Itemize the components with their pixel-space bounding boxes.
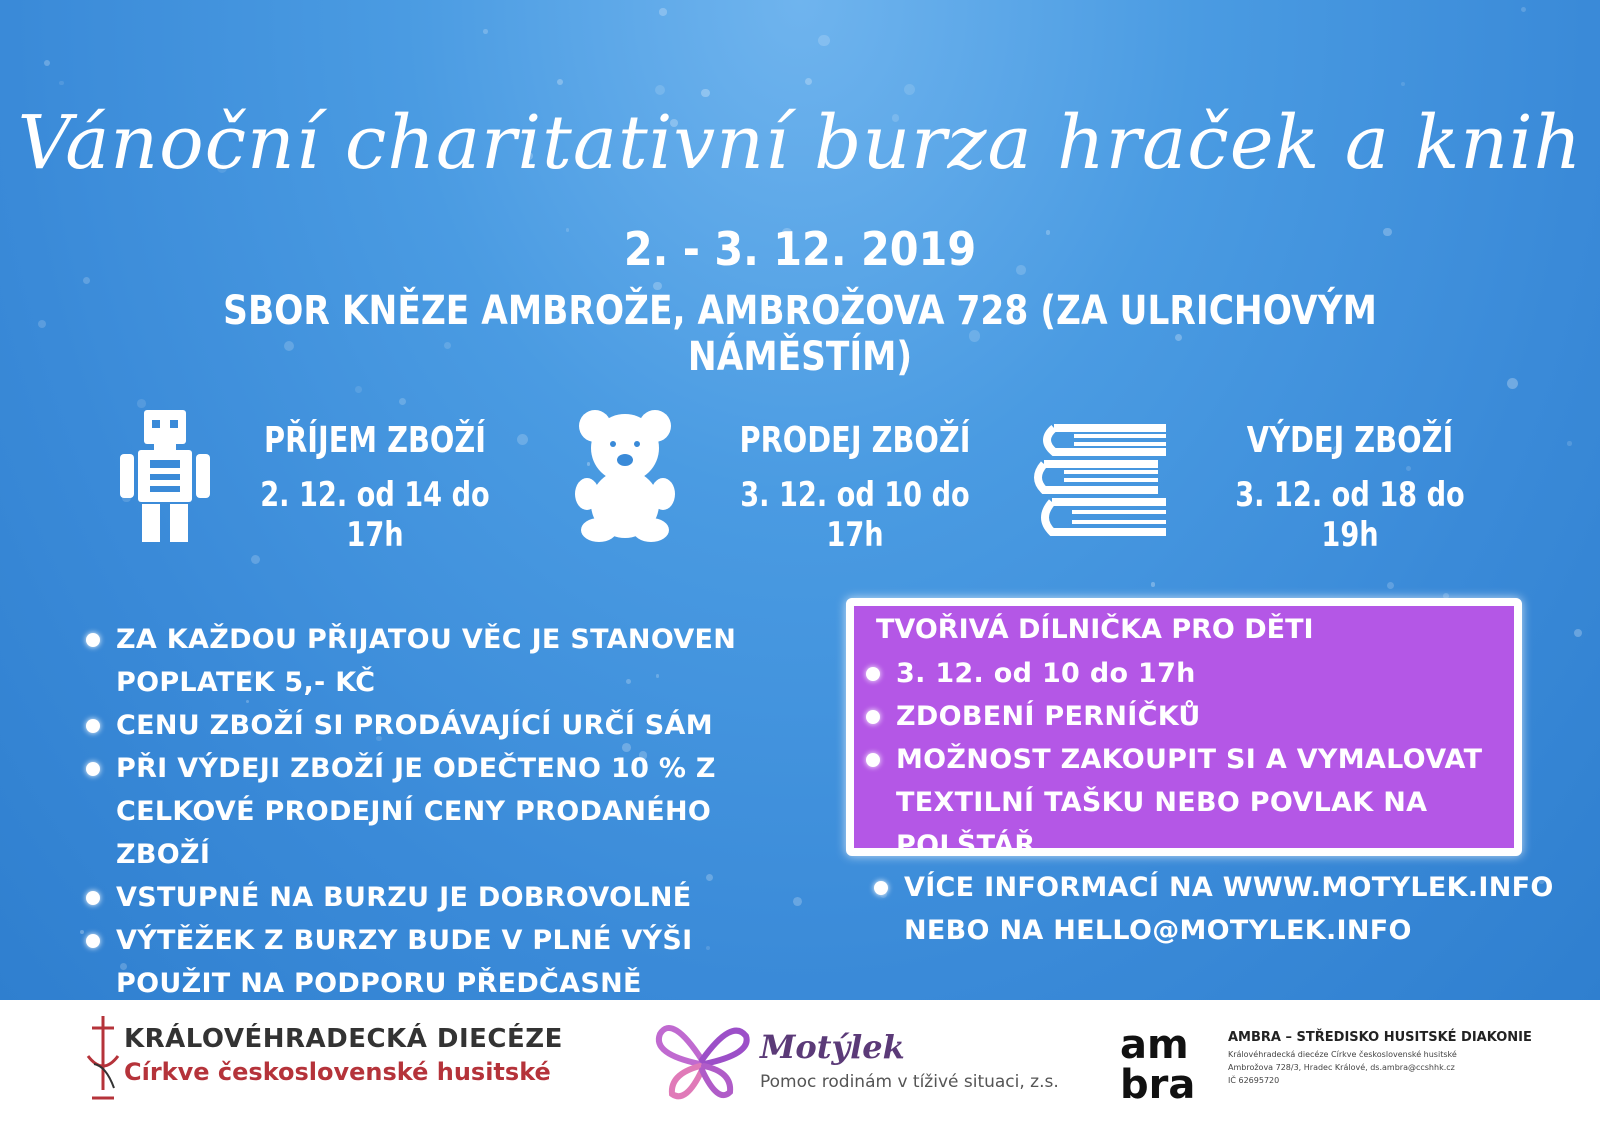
teddy-bear-icon: [575, 408, 675, 542]
snow-dot: [44, 60, 50, 66]
snow-dot: [59, 81, 64, 86]
snow-dot: [655, 85, 665, 95]
list-item: VSTUPNÉ NA BURZU JE DOBROVOLNÉ: [82, 876, 812, 919]
ambra-info-line: Královéhradecká diecéze Církve československé husitské: [1228, 1050, 1457, 1059]
books-icon: [1034, 420, 1174, 544]
snow-dot: [904, 84, 915, 95]
schedule-heading: PRODEJ ZBOŽÍ: [739, 420, 971, 461]
schedule-time: 3. 12. od 10 do 17h: [740, 475, 970, 555]
snow-dot: [38, 320, 46, 328]
ambra-logo: [1120, 1022, 1220, 1102]
schedule-time: 3. 12. od 18 do 19h: [1235, 475, 1465, 555]
list-item: MOŽNOST ZAKOUPIT SI A VYMALOVAT TEXTILNÍ TAŠKU NEBO POVLAK NA POLŠTÁŘ: [862, 738, 1502, 867]
ambra-info-line: IČ 62695720: [1228, 1076, 1280, 1085]
list-item: 3. 12. od 10 do 17h: [862, 652, 1502, 695]
snow-dot: [483, 29, 488, 34]
snow-dot: [251, 555, 260, 564]
list-item: VÝTĚŽEK Z BURZY BUDE V PLNÉ VÝŠI POUŽIT NA PODPORU PŘEDČASNĚ: [82, 919, 812, 1000]
snow-dot: [1507, 378, 1518, 389]
snow-dot: [557, 79, 563, 85]
ambra-info-line: Ambrožova 728/3, Hradec Králové, ds.ambra@ccshhk.cz: [1228, 1063, 1455, 1072]
motylek-name: Motýlek: [760, 1028, 905, 1066]
snow-dot: [399, 398, 406, 405]
workshop-title: TVOŘIVÁ DÍLNIČKA PRO DĚTI: [876, 614, 1314, 645]
butterfly-logo: [652, 1014, 752, 1106]
schedule-intake: [215, 420, 535, 555]
diocese-subtitle: Církve československé husitské: [124, 1058, 551, 1086]
diocese-name: KRÁLOVÉHRADECKÁ DIECÉZE: [124, 1024, 563, 1054]
list-item: ZA KAŽDOU PŘIJATOU VĚC JE STANOVEN POPLATEK 5,- KČ: [82, 618, 812, 704]
list-item: ZDOBENÍ PERNÍČKŮ: [862, 695, 1502, 738]
ambra-logo-text: am: [1120, 1022, 1189, 1068]
snow-dot: [1151, 582, 1155, 586]
snow-dot: [805, 78, 812, 85]
event-date: 2. - 3. 12. 2019: [623, 222, 977, 276]
schedule-pickup: [1180, 420, 1520, 555]
rules-list: [82, 618, 812, 1000]
schedule-time: 2. 12. od 14 do 17h: [260, 475, 490, 555]
snow-dot: [137, 399, 146, 408]
robot-icon: [120, 410, 210, 542]
list-item: CENU ZBOŽÍ SI PRODÁVAJÍCÍ URČÍ SÁM: [82, 704, 812, 747]
snow-dot: [818, 35, 830, 47]
schedule-heading: VÝDEJ ZBOŽÍ: [1246, 420, 1454, 461]
snow-dot: [1401, 82, 1405, 86]
more-info: VÍCE INFORMACÍ NA WWW.MOTYLEK.INFO NEBO NA HELLO@MOTYLEK.INFO: [870, 866, 1564, 952]
snow-dot: [355, 386, 362, 393]
ambra-title: AMBRA – STŘEDISKO HUSITSKÉ DIAKONIE: [1228, 1030, 1532, 1045]
snow-dot: [659, 8, 666, 15]
chalice-cross-logo: [84, 1014, 122, 1102]
snow-dot: [701, 89, 709, 97]
snow-dot: [1387, 582, 1394, 589]
footer: [0, 1000, 1600, 1133]
workshop-list: [854, 652, 1502, 867]
snow-dot: [1574, 629, 1582, 637]
list-item: PŘI VÝDEJI ZBOŽÍ JE ODEČTENO 10 % Z CELKOVÉ PRODEJNÍ CENY PRODANÉHO ZBOŽÍ: [82, 747, 812, 876]
event-venue: SBOR KNĚZE AMBROŽE, AMBROŽOVA 728 (ZA ULRICHOVÝM NÁMĚSTÍM): [223, 288, 1377, 380]
workshop-box: [846, 598, 1522, 861]
motylek-tagline: Pomoc rodinám v tíživé situaci, z.s.: [760, 1072, 1059, 1092]
snow-dot: [83, 277, 90, 284]
event-title: Vánoční charitativní burza hraček a knih: [17, 100, 1583, 186]
schedule-sale: [690, 420, 1020, 555]
svg-text:bra: bra: [1120, 1062, 1196, 1102]
snow-dot: [1567, 441, 1572, 446]
schedule-heading: PŘÍJEM ZBOŽÍ: [264, 420, 486, 461]
snow-dot: [1521, 7, 1526, 12]
